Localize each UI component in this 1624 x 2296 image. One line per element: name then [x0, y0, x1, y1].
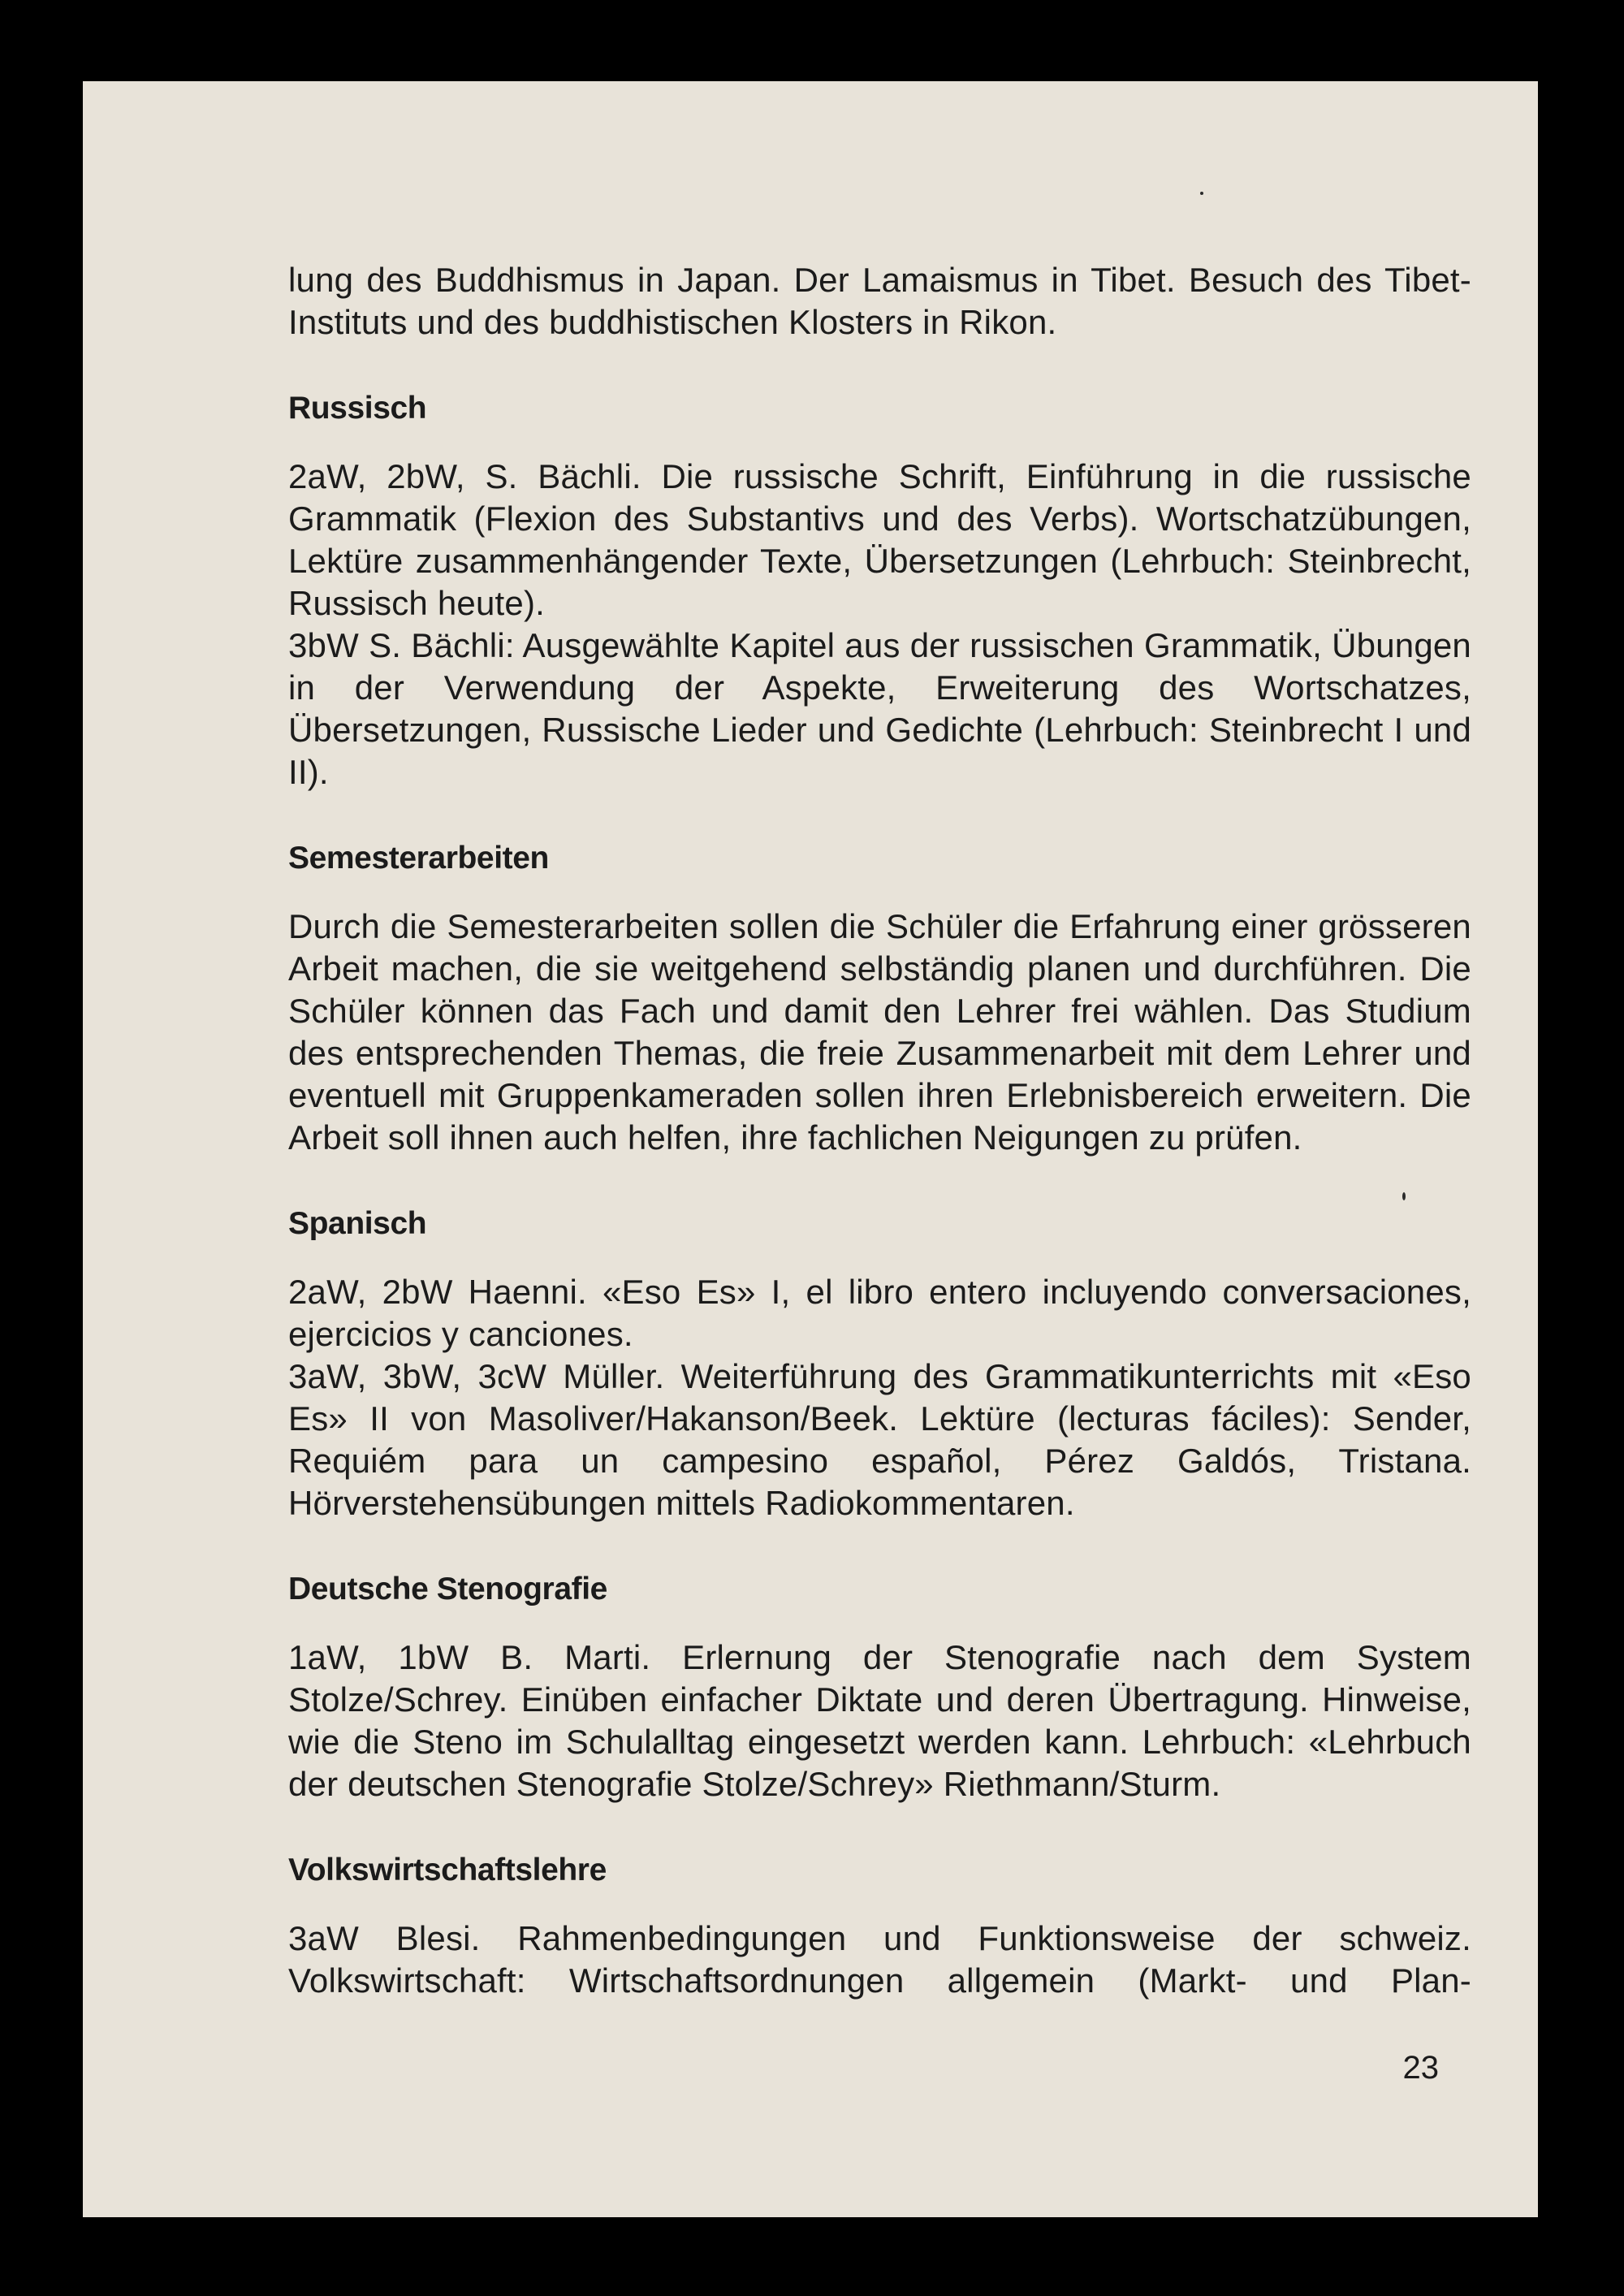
russisch-paragraph-1: 2aW, 2bW, S. Bächli. Die russische Schrift, Einführung in die russische Grammatik (Flexion des Substantivs und des Verbs). Wortschatzübungen, Lektüre zusammenhängender Texte, Übersetzungen (Lehrbuch: Steinbrecht, Russisch heute).	[288, 457, 1471, 622]
intro-paragraph: lung des Buddhismus in Japan. Der Lamaismus in Tibet. Besuch des Tibet-Instituts und des buddhistischen Klosters in Rikon.	[288, 261, 1471, 341]
page-number: 23	[1402, 2050, 1439, 2086]
section-heading-spanisch: Spanisch	[288, 1206, 427, 1241]
spanisch-paragraph-2: 3aW, 3bW, 3cW Müller. Weiterführung des Grammatikunterrichts mit «Eso Es» II von Masoliver/Hakanson/Beek. Lektüre (lecturas fáciles): Sender, Requiém para un campesino español, Pérez Galdós, Tristana. Hörverstehensübungen mittels Radiokommentaren.	[288, 1357, 1471, 1522]
volkswirtschaftslehre-paragraph-1: 3aW Blesi. Rahmenbedingungen und Funktionsweise der schweiz. Volkswirtschaft: Wirtschaftsordnungen allgemein (Markt- und Plan-	[288, 1919, 1471, 2000]
russisch-paragraph-2: 3bW S. Bächli: Ausgewählte Kapitel aus der russischen Grammatik, Übungen in der Verwendung der Aspekte, Erweiterung des Wortschatzes, Übersetzungen, Russische Lieder und Gedichte (Lehrbuch: Steinbrecht I und II).	[288, 626, 1471, 791]
section-heading-volkswirtschaftslehre: Volkswirtschaftslehre	[288, 1853, 607, 1887]
document-content	[288, 259, 1471, 2002]
section-heading-russisch: Russisch	[288, 391, 427, 426]
paper-speck	[1200, 192, 1203, 195]
spanisch-paragraph-1: 2aW, 2bW Haenni. «Eso Es» I, el libro entero incluyendo conversaciones, ejercicios y canciones.	[288, 1273, 1471, 1353]
section-heading-semesterarbeiten: Semesterarbeiten	[288, 841, 549, 876]
document-page	[83, 81, 1538, 2217]
section-heading-deutsche-stenografie: Deutsche Stenografie	[288, 1572, 607, 1606]
semesterarbeiten-paragraph-1: Durch die Semesterarbeiten sollen die Schüler die Erfahrung einer grösseren Arbeit machen, die sie weitgehend selbständig planen und durchführen. Die Schüler können das Fach und damit den Lehrer frei wählen. Das Studium des entsprechenden Themas, die freie Zusammenarbeit mit dem Lehrer und eventuell mit Gruppenkameraden sollen ihren Erlebnisbereich erweitern. Die Arbeit soll ihnen auch helfen, ihre fachlichen Neigungen zu prüfen.	[288, 907, 1471, 1157]
stenografie-paragraph-1: 1aW, 1bW B. Marti. Erlernung der Stenografie nach dem System Stolze/Schrey. Einüben einfacher Diktate und deren Übertragung. Hinweise, wie die Steno im Schulalltag eingesetzt werden kann. Lehrbuch: «Lehrbuch der deutschen Stenografie Stolze/Schrey» Riethmann/Sturm.	[288, 1638, 1471, 1803]
